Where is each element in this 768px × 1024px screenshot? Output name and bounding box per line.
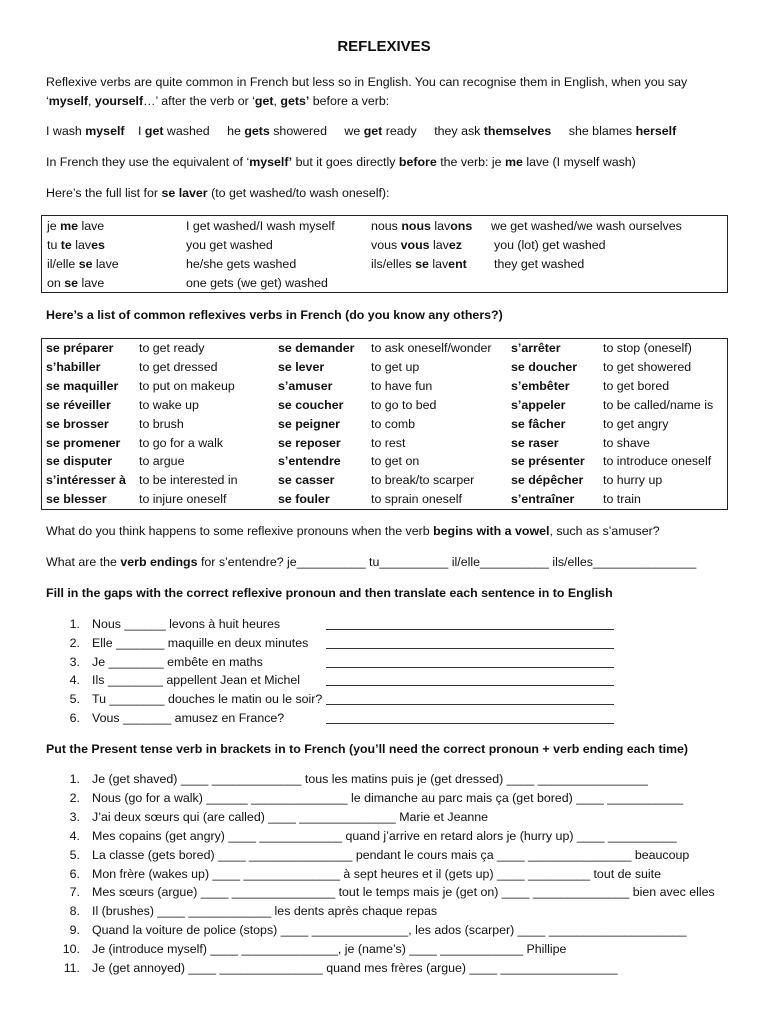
translation-line[interactable] bbox=[326, 692, 614, 705]
verb-english: to argue bbox=[139, 454, 185, 469]
item-text: Mon frère (wakes up) ____ ______________ à sept heures et il (gets up) ____ _________ tout de suite bbox=[92, 866, 661, 881]
conjugation-en-plural: we get washed/we wash ourselves bbox=[491, 219, 682, 233]
verb-english: to injure oneself bbox=[139, 492, 227, 507]
translation-line[interactable] bbox=[326, 711, 614, 724]
verb-english: to train bbox=[603, 492, 641, 507]
verb-english: to sprain oneself bbox=[371, 492, 462, 507]
item-text: J’ai deux sœurs qui (are called) ____ ______________ Marie et Jeanne bbox=[92, 809, 489, 824]
verb-english: to brush bbox=[139, 416, 184, 431]
item-text: Elle _______ maquille en deux minutes bbox=[92, 635, 309, 650]
french-equivalent-line: In French they use the equivalent of ‘myself’ but it goes directly before the verb: je me lave (I myself wash) bbox=[46, 155, 636, 169]
fill-gaps-heading: Fill in the gaps with the correct reflexive pronoun and then translate each sentence in to English bbox=[46, 586, 613, 600]
verb-french: se fouler bbox=[278, 492, 330, 507]
item-number: 10. bbox=[62, 942, 80, 957]
verb-french: se maquiller bbox=[46, 378, 119, 393]
conjugation-en-singular: one gets (we get) washed bbox=[186, 276, 328, 290]
item-text: Je (get annoyed) ____ _______________ quand mes frères (argue) ____ _________________ bbox=[92, 961, 618, 975]
conjugation-fr-singular: il/elle se lave bbox=[47, 257, 119, 271]
intro-line-2: ‘myself, yourself…’ after the verb or ‘get, gets’ before a verb: bbox=[46, 94, 390, 108]
verb-french: se blesser bbox=[46, 492, 107, 507]
verb-english: to stop (oneself) bbox=[603, 341, 692, 355]
fill-gap-item bbox=[46, 653, 646, 672]
item-text: Je ________ embête en maths bbox=[92, 654, 263, 669]
verb-french: se présenter bbox=[511, 454, 585, 469]
conjugation-fr-plural: nous nous lavons bbox=[371, 219, 473, 233]
verb-english: to put on makeup bbox=[139, 378, 235, 393]
item-number: 5. bbox=[69, 692, 80, 707]
item-text: Mes copains (get angry) ____ ____________ quand j’arrive en retard alors je (hurry up) ____ __________ bbox=[92, 828, 677, 843]
fill-gap-item bbox=[46, 690, 646, 709]
fill-gap-item bbox=[46, 709, 646, 728]
translation-line[interactable] bbox=[326, 673, 614, 686]
item-number: 1. bbox=[69, 617, 80, 631]
verb-french: se fâcher bbox=[511, 416, 566, 431]
verb-english: to comb bbox=[371, 416, 416, 431]
verb-french: s’embêter bbox=[511, 378, 570, 393]
conjugation-fr-plural: vous vous lavez bbox=[371, 238, 462, 252]
item-text: Quand la voiture de police (stops) ____ ______________, les ados (scarper) ____ ____________________ bbox=[92, 923, 687, 938]
verb-french: s’entendre bbox=[278, 454, 341, 469]
example-1: I wash myself bbox=[46, 124, 125, 138]
verb-french: s’intéresser à bbox=[46, 473, 126, 488]
item-number: 3. bbox=[69, 809, 80, 824]
fill-gap-item bbox=[46, 671, 646, 690]
endings-question: What are the verb endings for s’entendre? je__________ tu__________ il/elle__________ ils/elles_______________ bbox=[46, 555, 697, 569]
verb-french: se brosser bbox=[46, 416, 109, 431]
item-number: 3. bbox=[69, 654, 80, 669]
verb-french: se casser bbox=[278, 473, 335, 488]
present-tense-heading: Put the Present tense verb in brackets in to French (you’ll need the correct pronoun + verb ending each time) bbox=[46, 742, 689, 756]
verb-english: to go for a walk bbox=[139, 435, 224, 450]
verb-french: se lever bbox=[278, 359, 325, 374]
verb-french: se coucher bbox=[278, 397, 344, 412]
verb-french: s’habiller bbox=[46, 359, 101, 374]
verb-english: to introduce oneself bbox=[603, 454, 712, 469]
verb-english: to be interested in bbox=[139, 473, 238, 488]
item-number: 7. bbox=[69, 885, 80, 900]
verb-english: to get dressed bbox=[139, 359, 218, 374]
verb-list-heading: Here’s a list of common reflexives verbs in French (do you know any others?) bbox=[46, 308, 503, 322]
item-number: 6. bbox=[69, 711, 80, 725]
intro-line-1: Reflexive verbs are quite common in French but less so in English. You can recognise them in English, when you say bbox=[46, 75, 688, 89]
vowel-question: What do you think happens to some reflexive pronouns when the verb begins with a vowel, such as s’amuser? bbox=[46, 524, 660, 538]
verb-english: to get ready bbox=[139, 341, 205, 355]
item-text: Il (brushes) ____ ____________ les dents après chaque repas bbox=[92, 904, 438, 919]
item-text: Je (introduce myself) ____ ______________, je (name’s) ____ ____________ Phillipe bbox=[92, 942, 567, 957]
verb-english: to get angry bbox=[603, 416, 669, 431]
verb-french: se reposer bbox=[278, 435, 341, 450]
item-number: 11. bbox=[63, 961, 80, 975]
verb-english: to shave bbox=[603, 435, 650, 450]
conjugation-fr-singular: je me lave bbox=[47, 219, 105, 233]
verb-english: to be called/name is bbox=[603, 397, 714, 412]
example-2: I get washed bbox=[137, 124, 210, 138]
conjugation-en-singular: I get washed/I wash myself bbox=[186, 219, 335, 233]
verb-french: se promener bbox=[46, 435, 121, 450]
item-text: Ils ________ appellent Jean et Michel bbox=[92, 673, 301, 688]
item-number: 2. bbox=[69, 790, 80, 805]
verb-french: s’entraîner bbox=[511, 492, 575, 507]
verb-english: to get bored bbox=[603, 378, 670, 393]
item-number: 4. bbox=[69, 673, 80, 688]
translation-line[interactable] bbox=[326, 617, 614, 630]
conjugation-en-singular: you get washed bbox=[186, 238, 273, 252]
verb-english: to have fun bbox=[371, 378, 433, 393]
conjugation-fr-singular: on se lave bbox=[47, 276, 105, 290]
item-text: Nous ______ levons à huit heures bbox=[92, 617, 281, 631]
conjugation-en-plural: they get washed bbox=[494, 257, 585, 271]
english-examples bbox=[46, 122, 676, 141]
item-text: La classe (gets bored) ____ _______________ pendant le cours mais ça ____ _______________ beaucoup bbox=[92, 847, 690, 862]
example-3: he gets showered bbox=[227, 124, 327, 138]
verb-english: to rest bbox=[371, 435, 406, 450]
verb-french: s’appeler bbox=[511, 397, 566, 412]
item-text: Vous _______ amusez en France? bbox=[92, 711, 285, 725]
item-text: Nous (go for a walk) ______ ______________ le dimanche au parc mais ça (get bored) ____ ___________ bbox=[92, 790, 684, 805]
conjugation-fr-singular: tu te laves bbox=[47, 238, 105, 252]
conjugation-en-singular: he/she gets washed bbox=[186, 257, 297, 271]
example-4: we get ready bbox=[344, 124, 417, 138]
example-5: they ask themselves bbox=[434, 124, 552, 138]
item-number: 1. bbox=[69, 772, 80, 786]
verb-english: to wake up bbox=[139, 397, 199, 412]
conjugation-en-plural: you (lot) get washed bbox=[494, 238, 606, 252]
conjugation-table bbox=[41, 215, 728, 293]
item-text: Tu ________ douches le matin ou le soir? bbox=[92, 692, 323, 707]
verb-french: s’amuser bbox=[278, 378, 333, 393]
item-text: Mes sœurs (argue) ____ _______________ tout le temps mais je (get on) ____ ______________ bien avec elles bbox=[92, 885, 715, 900]
item-number: 6. bbox=[69, 866, 80, 881]
item-text: Je (get shaved) ____ _____________ tous les matins puis je (get dressed) ____ ________________ bbox=[92, 772, 648, 786]
item-number: 9. bbox=[69, 923, 80, 938]
verb-french: se doucher bbox=[511, 359, 578, 374]
verb-french: se réveiller bbox=[46, 397, 111, 412]
verb-french: se raser bbox=[511, 435, 559, 450]
fill-gap-item bbox=[46, 615, 646, 634]
verb-french: se préparer bbox=[46, 341, 114, 355]
item-number: 2. bbox=[69, 635, 80, 650]
item-number: 5. bbox=[69, 847, 80, 862]
verb-list-table bbox=[41, 338, 728, 510]
verb-english: to get on bbox=[371, 454, 420, 469]
verb-french: se demander bbox=[278, 341, 355, 355]
verb-french: s’arrêter bbox=[511, 341, 561, 355]
verb-english: to break/to scarper bbox=[371, 473, 475, 488]
verb-english: to go to bed bbox=[371, 397, 437, 412]
translation-line[interactable] bbox=[326, 636, 614, 649]
verb-english: to hurry up bbox=[603, 473, 663, 488]
item-number: 4. bbox=[69, 828, 80, 843]
page-title: REFLEXIVES bbox=[337, 38, 431, 55]
verb-english: to get up bbox=[371, 359, 420, 374]
fill-gap-item bbox=[46, 634, 646, 653]
example-6: she blames herself bbox=[568, 124, 677, 138]
verb-french: se disputer bbox=[46, 454, 113, 469]
verb-english: to get showered bbox=[603, 359, 692, 374]
verb-french: se dépêcher bbox=[511, 473, 584, 488]
full-list-line: Here’s the full list for se laver (to get washed/to wash oneself): bbox=[46, 186, 390, 200]
conjugation-fr-plural: ils/elles se lavent bbox=[371, 257, 467, 271]
item-number: 8. bbox=[69, 904, 80, 919]
translation-line[interactable] bbox=[326, 655, 614, 668]
verb-french: se peigner bbox=[278, 416, 340, 431]
verb-english: to ask oneself/wonder bbox=[371, 341, 492, 355]
